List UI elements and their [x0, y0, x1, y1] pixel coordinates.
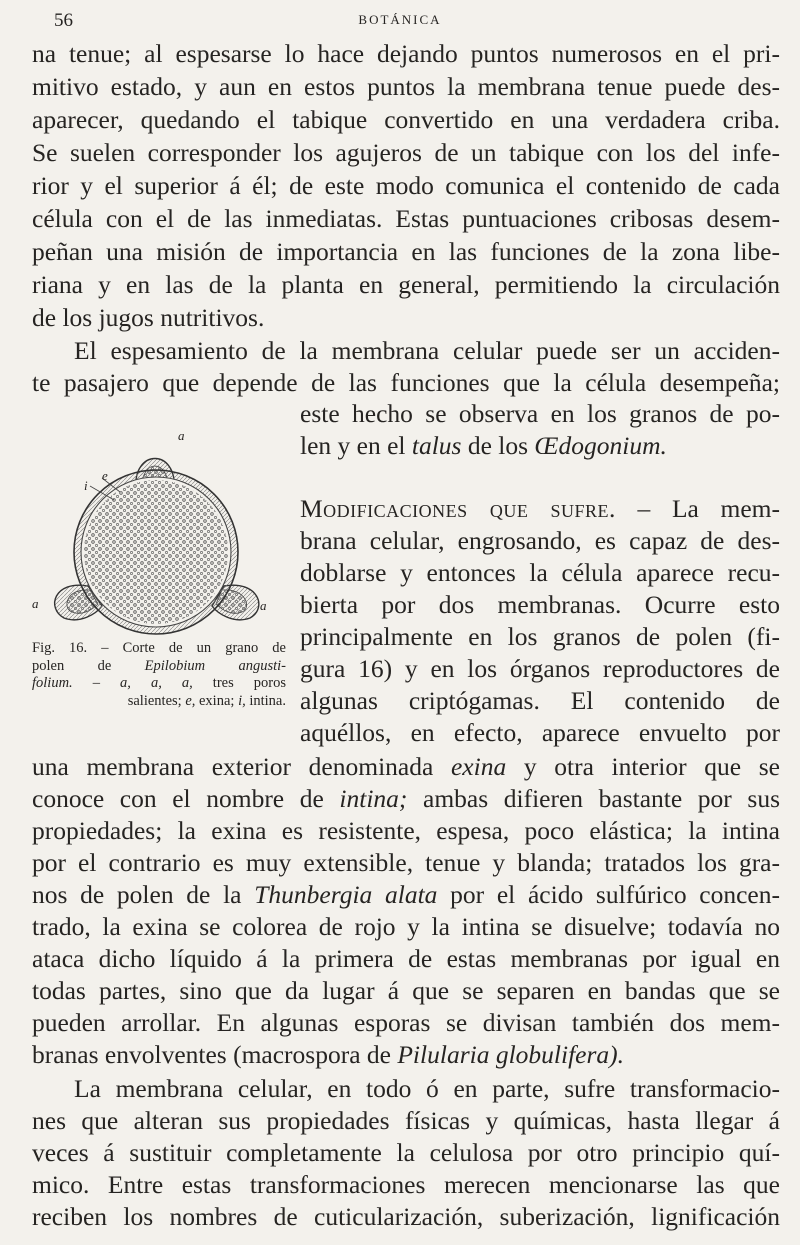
text-line: te pasajero que depende de las funciones que la célula desempeña; [32, 368, 780, 397]
text-line: algunas criptógamas. El contenido de [300, 686, 780, 715]
figure-16 [28, 428, 286, 720]
text-line: Se suelen corresponder los agujeros de un tabique con los del infe- [32, 138, 780, 167]
text-line: brana celular, engrosando, es capaz de des- [300, 526, 780, 555]
text-line: len y en el talus de los Œdogonium. [300, 431, 667, 460]
text-line: ataca dicho líquido á la primera de estas membranas por igual en [32, 944, 780, 973]
running-title: BOTÁNICA [358, 12, 442, 27]
caption-line: polen de Epilobium angusti- [32, 657, 286, 674]
text-line: de los jugos nutritivos. [32, 303, 265, 332]
text-line: por el contrario es muy extensible, tenue y blanda; tratados los gra- [32, 848, 780, 877]
text-line: nes que alteran sus propiedades físicas y químicas, hasta llegar á [32, 1106, 780, 1135]
text-line: aparecer, quedando el tabique convertido en una verdadera criba. [32, 105, 780, 134]
cell-contents [84, 480, 228, 624]
text-line: La membrana celular, en todo ó en parte, sufre transformacio- [74, 1074, 780, 1103]
caption-line: folium. – a, a, a, tres poros [32, 675, 286, 691]
text-line: pueden arrollar. En algunas esporas se divisan también dos mem- [32, 1008, 780, 1037]
text-line: peñan una misión de importancia en las funciones de la zona libe- [32, 237, 780, 266]
label-a-left: a [32, 596, 39, 611]
text-line: mitivo estado, y aun en estos puntos la membrana tenue puede des- [32, 72, 780, 101]
section-heading-line: Modificaciones que sufre. – La mem- [300, 494, 780, 523]
text-line: trado, la exina se colorea de rojo y la intina se disuelve; todavía no [32, 912, 780, 941]
text-line: este hecho se observa en los granos de po- [300, 399, 780, 428]
text-line: aquéllos, en efecto, aparece envuelto por [300, 718, 780, 747]
running-head [0, 6, 800, 30]
label-a-top: a [178, 428, 185, 443]
text-line: doblarse y entonces la célula aparece recu- [300, 558, 780, 587]
text-line: célula con el de las inmediatas. Estas puntuaciones cribosas desem- [32, 204, 780, 233]
label-e: e [102, 468, 108, 483]
text-line: reciben los nombres de cuticularización, suberización, lignificación [32, 1202, 780, 1231]
text-line: mico. Entre estas transformaciones merecen mencionarse las que [32, 1170, 780, 1199]
label-a-right: a [260, 598, 267, 613]
text-line: gura 16) y en los órganos reproductores de [300, 654, 780, 683]
figure-caption [32, 640, 286, 710]
text-line: todas partes, sino que da lugar á que se separen en bandas que se [32, 976, 780, 1005]
text-line: na tenue; al espesarse lo hace dejando puntos numerosos en el pri- [32, 39, 780, 68]
text-line: bierta por dos membranas. Ocurre esto [300, 590, 780, 619]
pollen-grain-illustration [28, 428, 286, 638]
text-line: conoce con el nombre de intina; ambas difieren bastante por sus [32, 784, 780, 813]
text-line: veces á sustituir completamente la celulosa por otro principio quí- [32, 1138, 780, 1167]
label-i: i [84, 478, 88, 493]
caption-line: Fig. 16. – Corte de un grano de [32, 640, 286, 656]
text-line: una membrana exterior denominada exina y otra interior que se [32, 752, 780, 781]
text-line: propiedades; la exina es resistente, espesa, poco elástica; la intina [32, 816, 780, 845]
text-line: rior y el superior á él; de este modo comunica el contenido de cada [32, 171, 780, 200]
page-number: 56 [54, 10, 73, 31]
section-heading: Modificaciones que sufre. [300, 494, 616, 523]
text-line: principalmente en los granos de polen (fi- [300, 622, 780, 651]
text-line: nos de polen de la Thunbergia alata por el ácido sulfúrico concen- [32, 880, 780, 909]
text-line: branas envolventes (macrospora de Pilularia globulifera). [32, 1040, 625, 1069]
text-line: riana y en las de la planta en general, permitiendo la circulación [32, 270, 780, 299]
text-line: El espesamiento de la membrana celular puede ser un acciden- [74, 336, 780, 365]
caption-line: salientes; e, exina; i, intina. [127, 692, 286, 709]
